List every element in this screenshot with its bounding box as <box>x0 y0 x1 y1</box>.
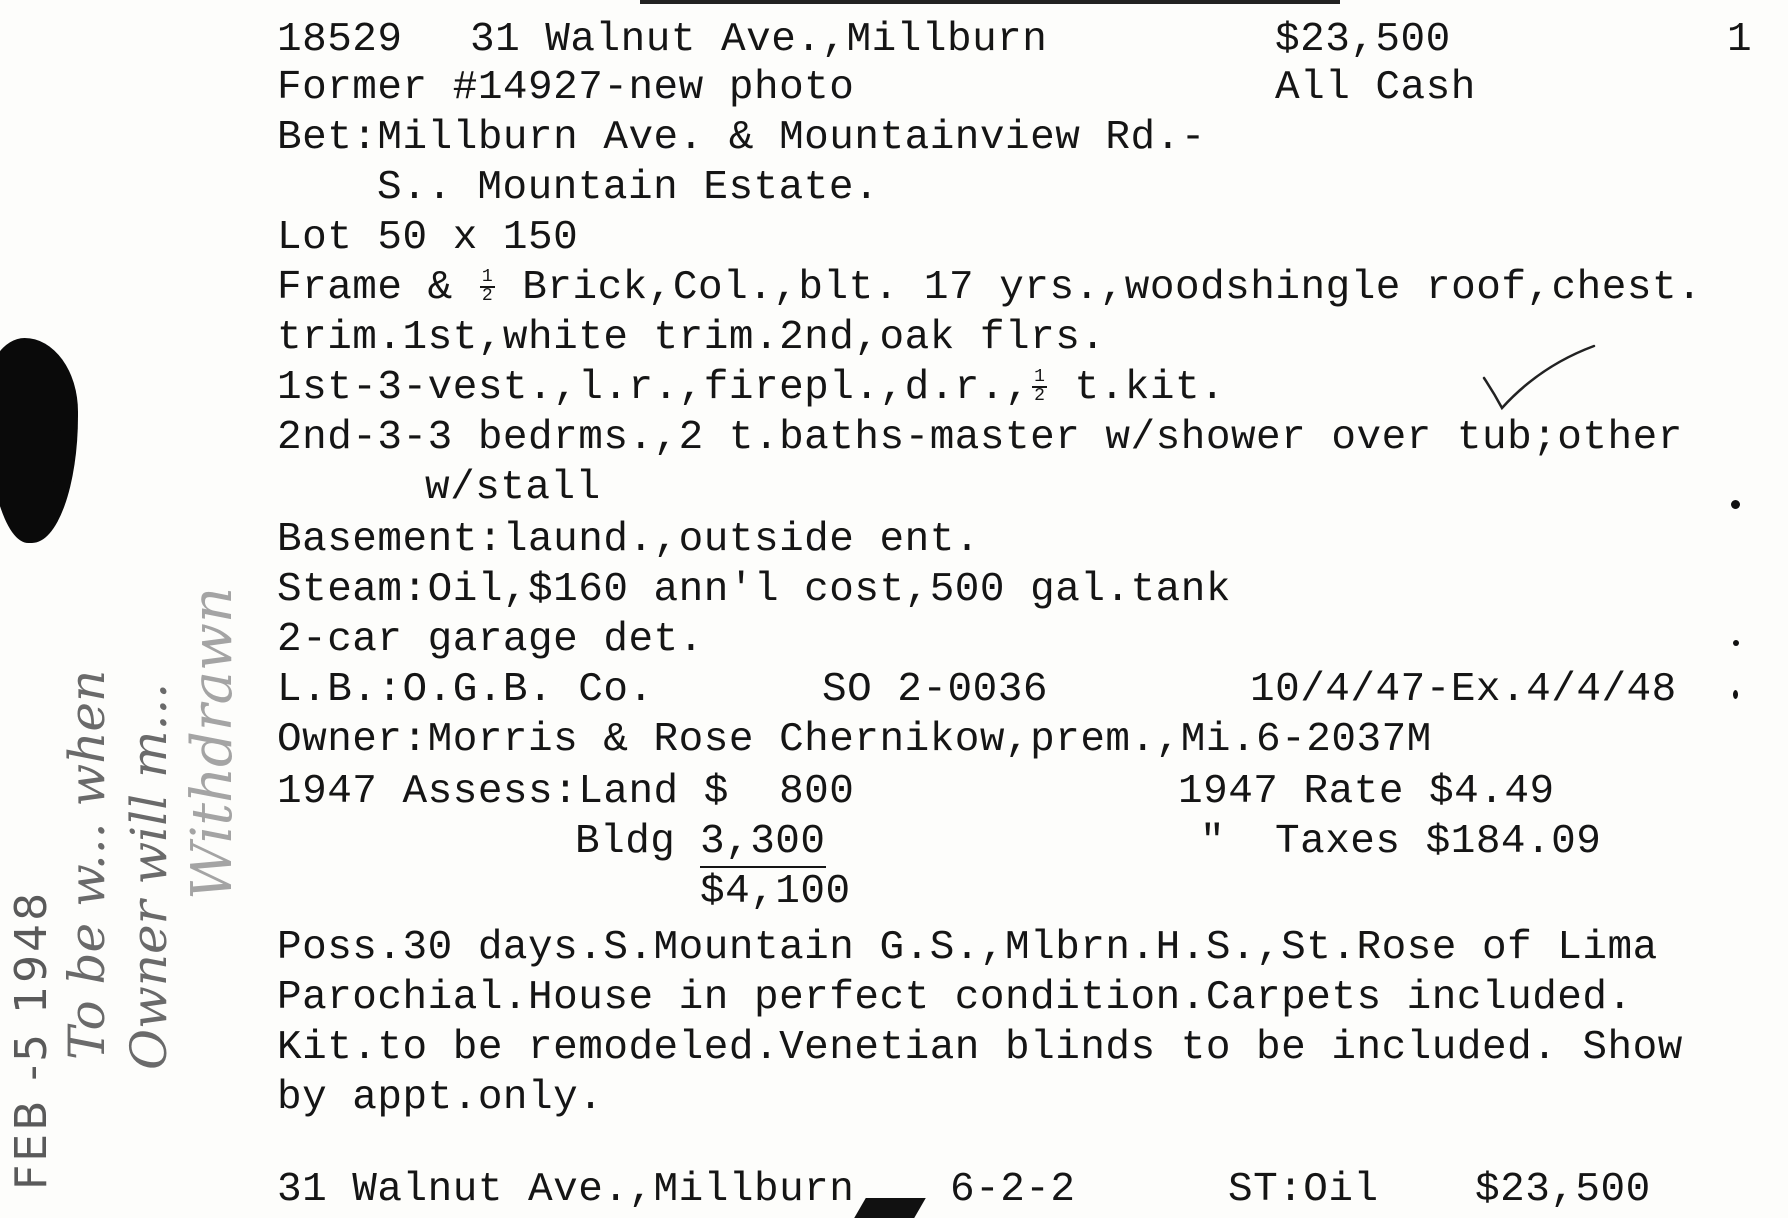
handwritten-withdrawn: Withdrawn <box>180 586 245 900</box>
listing-address: 31 Walnut Ave.,Millburn <box>470 17 1048 63</box>
former-listing: Former #14927-new photo <box>277 65 855 111</box>
date-stamp: FEB -5 1948 <box>6 889 57 1190</box>
tax-rate: 1947 Rate $4.49 <box>1178 769 1555 815</box>
assessment-land: 1947 Assess:Land $ 800 <box>277 769 855 815</box>
construction-details: Frame & $\frac{1}{2}$ Brick,Col.,blt. 17 yrs.,woodshingle roof,chest. <box>277 265 1703 311</box>
ink-speck <box>1731 500 1740 509</box>
listing-broker: L.B.:O.G.B. Co. <box>277 667 654 713</box>
card-edge-mark <box>640 0 1340 4</box>
ink-blot <box>40 430 74 482</box>
owner-details: Owner:Morris & Rose Chernikow,prem.,Mi.6-2037M <box>277 717 1432 763</box>
page-number: 1 <box>1727 17 1753 63</box>
assessment-total: $4,100 <box>700 869 851 915</box>
broker-phone: SO 2-0036 <box>822 667 1048 713</box>
remarks-line-3: Kit.to be remodeled.Venetian blinds to be included. Show <box>277 1025 1683 1071</box>
half-fraction: $\frac{1}{2}$ <box>481 267 494 307</box>
summary-address: 31 Walnut Ave.,Millburn <box>277 1167 855 1213</box>
lot-size: Lot 50 x 150 <box>277 215 579 261</box>
listing-id: 18529 <box>277 17 403 63</box>
summary-heat: ST:Oil <box>1228 1167 1379 1213</box>
summary-rooms: 6-2-2 <box>950 1167 1076 1213</box>
assessment-building-value: 3,300 <box>700 818 826 868</box>
card-edge-mark <box>854 1198 926 1218</box>
remarks-line-2: Parochial.House in perfect condition.Carpets included. <box>277 975 1633 1021</box>
listing-price: $23,500 <box>1275 17 1451 63</box>
first-floor-rooms: 1st-3-vest.,l.r.,firepl.,d.r., $\frac{1}{2}$ t.kit. <box>277 365 1226 411</box>
handwritten-note-2: Owner will m... <box>120 682 178 1070</box>
ditto-mark: " <box>1200 819 1226 865</box>
second-floor-rooms: 2nd-3-3 bedrms.,2 t.baths-master w/shower over tub;other <box>277 415 1683 461</box>
annual-taxes: Taxes $184.09 <box>1275 819 1602 865</box>
assessment-building-label: Bldg <box>575 819 701 865</box>
trim-floors: trim.1st,white trim.2nd,oak flrs. <box>277 315 1106 361</box>
second-floor-rooms-cont: w/stall <box>425 465 601 511</box>
heating-details: Steam:Oil,$160 ann'l cost,500 gal.tank <box>277 567 1231 613</box>
summary-price: $23,500 <box>1475 1167 1651 1213</box>
ink-speck <box>1733 690 1738 699</box>
basement-details: Basement:laund.,outside ent. <box>277 517 980 563</box>
location-between: Bet:Millburn Ave. & Mountainview Rd.- <box>277 115 1206 161</box>
listing-dates: 10/4/47-Ex.4/4/48 <box>1250 667 1677 713</box>
handwritten-note-1: To be w... when <box>58 669 116 1060</box>
check-mark-icon <box>1480 338 1600 418</box>
remarks-line-1: Poss.30 days.S.Mountain G.S.,Mlbrn.H.S.,St.Rose of Lima <box>277 925 1658 971</box>
payment-terms: All Cash <box>1275 65 1476 111</box>
ink-speck <box>1733 640 1739 646</box>
garage-details: 2-car garage det. <box>277 617 704 663</box>
half-fraction: $\frac{1}{2}$ <box>1034 367 1046 407</box>
remarks-line-4: by appt.only. <box>277 1075 604 1121</box>
location-estate: S.. Mountain Estate. <box>377 165 880 211</box>
